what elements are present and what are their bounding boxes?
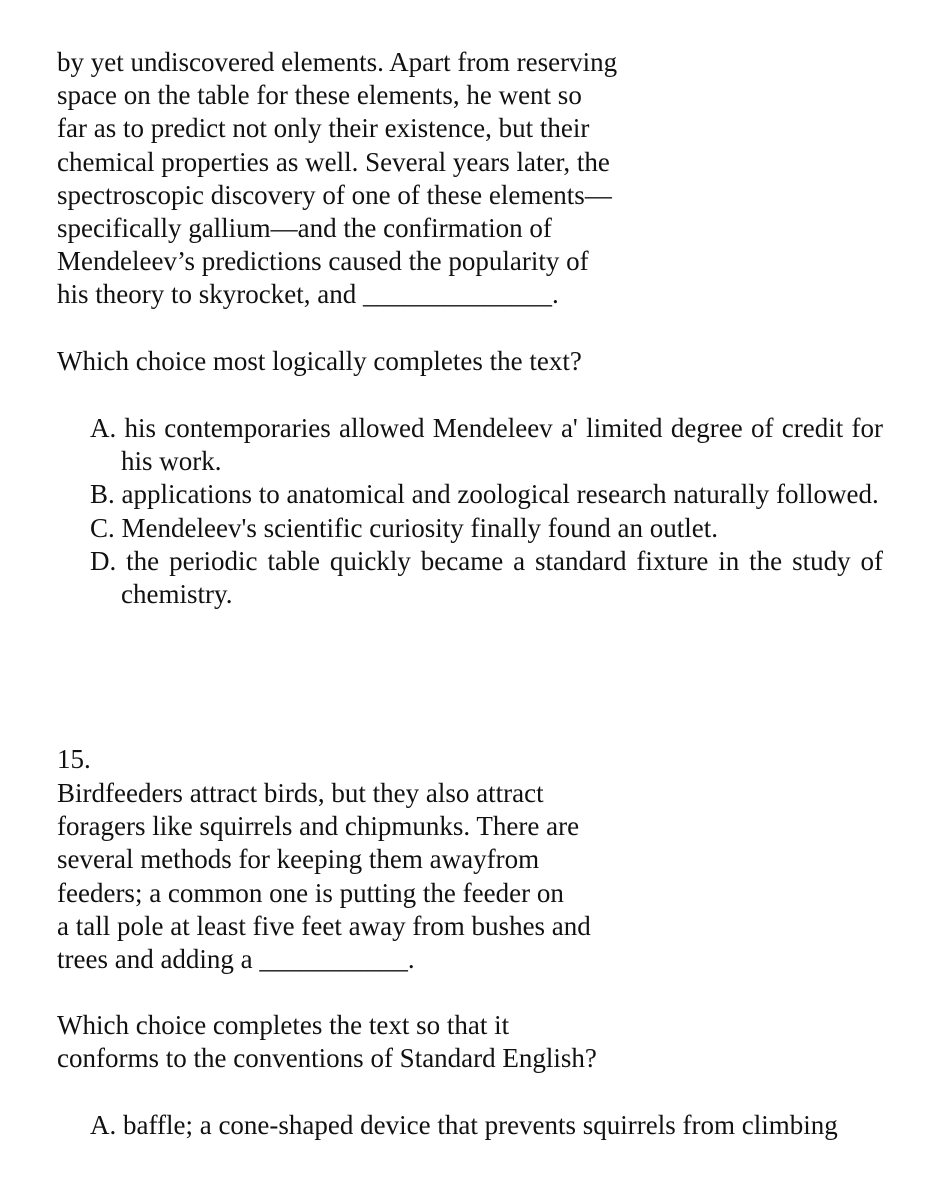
choice-letter: C. — [90, 512, 115, 543]
choice-text: the periodic table quickly became a standard fixture in the study of chemistry. — [121, 545, 884, 610]
choice-text: Mendeleev's scientific curiosity finally found an outlet. — [121, 512, 718, 543]
q14-choices — [90, 412, 883, 611]
choice-letter: A. — [90, 413, 117, 443]
q15-prompt — [57, 1009, 597, 1075]
q15-choices — [90, 1109, 883, 1142]
passage-line: spectroscopic discovery of one of these elements— — [57, 179, 612, 210]
answer-choice-a[interactable] — [90, 412, 883, 478]
passage-line: specifically gallium—and the confirmation of — [57, 213, 552, 244]
passage-line: chemical properties as well. Several years later, the — [57, 146, 610, 177]
answer-choice-b[interactable] — [90, 478, 883, 511]
passage-line: feeders; a common one is putting the feeder on — [57, 877, 564, 908]
choice-letter: A. — [90, 1110, 117, 1140]
passage-line: foragers like squirrels and chipmunks. There are — [57, 811, 580, 842]
passage-line: space on the table for these elements, he went so — [57, 80, 582, 111]
question-prompt-line: conforms to the conventions of Standard English? — [57, 1043, 597, 1074]
q15-passage — [57, 777, 591, 976]
passage-line: Birdfeeders attract birds, but they also attract — [57, 778, 544, 808]
passage-line: his theory to skyrocket, and ______________. — [57, 279, 559, 310]
q14-passage — [57, 46, 617, 312]
choice-letter: B. — [90, 479, 115, 510]
passage-line: several methods for keeping them awayfrom — [57, 844, 540, 875]
q14-prompt — [57, 345, 582, 378]
q15-number — [57, 743, 91, 776]
passage-line: Mendeleev’s predictions caused the popularity of — [57, 246, 589, 277]
question-number: 15. — [57, 744, 91, 774]
answer-choice-a[interactable] — [90, 1109, 883, 1142]
choice-letter: D. — [90, 545, 117, 576]
answer-choice-d[interactable] — [90, 545, 883, 611]
passage-line: by yet undiscovered elements. Apart from reserving — [57, 47, 618, 77]
question-prompt-line: Which choice completes the text so that it — [57, 1010, 510, 1040]
answer-choice-c[interactable] — [90, 512, 883, 545]
choice-text: his contemporaries allowed Mendeleev a' limited degree of credit for his work. — [121, 413, 884, 477]
passage-line: trees and adding a ___________. — [57, 944, 415, 975]
choice-text: applications to anatomical and zoological research naturally followed. — [121, 479, 879, 510]
choice-text: baffle; a cone-shaped device that prevents squirrels from climbing — [123, 1110, 838, 1140]
question-prompt: Which choice most logically completes the text? — [57, 346, 582, 376]
passage-line: far as to predict not only their existence, but their — [57, 113, 590, 144]
passage-line: a tall pole at least five feet away from bushes and — [57, 910, 591, 941]
